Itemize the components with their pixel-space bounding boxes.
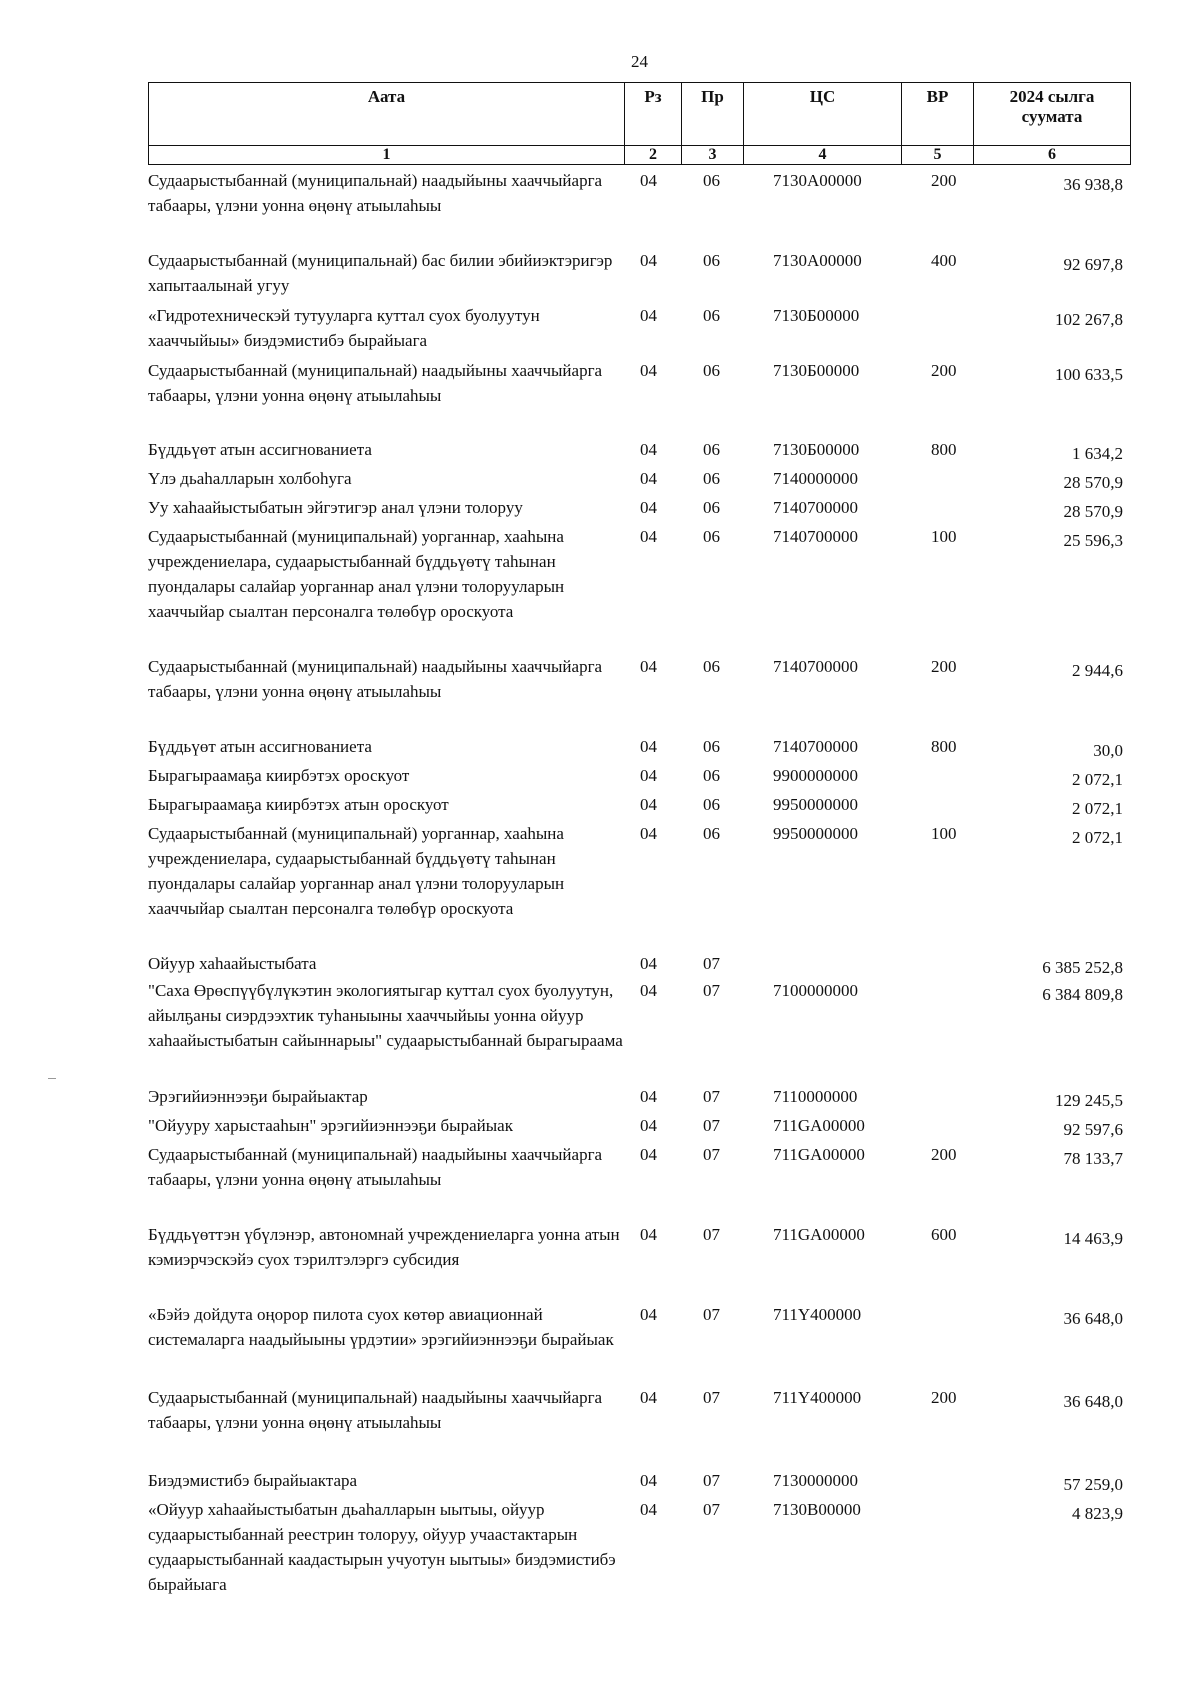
row-pr: 07 <box>703 954 720 973</box>
row-name: «Ойуур хаhаайыстыбатын дьаhалларын ыытыы, ойуур судаарыстыбаннай реестрин толоруу, ойуур учаастактарын судаарыстыбаннай каадастырын учуотун ыытыы» биэдэмистибэ бырайыага <box>148 1500 616 1594</box>
header-num-4: 4 <box>744 146 902 165</box>
row-cs: 7130Б00000 <box>773 361 860 380</box>
row-name: Судаарыстыбаннай (муниципальнай) наадыйыны хааччыйарга табаары, үлэни уонна өңөнү атыылаhыы <box>148 657 603 701</box>
row-cs: 7140700000 <box>773 657 858 676</box>
row-pr: 06 <box>703 657 720 676</box>
row-pr: 07 <box>703 1225 720 1244</box>
row-cs: 7130000000 <box>773 1471 858 1490</box>
row-vr: 800 <box>931 440 957 459</box>
row-rz: 04 <box>640 1116 657 1135</box>
row-amount: 2 072,1 <box>1072 770 1123 789</box>
row-pr: 06 <box>703 469 720 488</box>
row-pr: 06 <box>703 737 720 756</box>
row-cs: 7130В00000 <box>773 1500 861 1519</box>
row-rz: 04 <box>640 251 657 270</box>
row-rz: 04 <box>640 527 657 546</box>
row-cs: 7110000000 <box>773 1087 858 1106</box>
row-name: Үлэ дьаhалларын холбоhуга <box>148 469 352 488</box>
row-pr: 07 <box>703 1116 720 1135</box>
row-amount: 4 823,9 <box>1072 1504 1123 1523</box>
row-name: Судаарыстыбаннай (муниципальнай) наадыйыны хааччыйарга табаары, үлэни уонна өңөнү атыылаhыы <box>148 171 603 215</box>
row-name: «Гидротехническэй тутууларга куттал суох буолуутун хааччыйыы» биэдэмистибэ бырайыага <box>148 306 540 350</box>
row-pr: 07 <box>703 1087 720 1106</box>
table-header <box>148 82 1130 168</box>
row-rz: 04 <box>640 361 657 380</box>
row-cs: 7140700000 <box>773 527 858 546</box>
header-pr: Пр <box>682 83 744 146</box>
row-name: Бырагыраамаҕа киирбэтэх ороскуот <box>148 766 410 785</box>
row-name: Бүддьүөттэн үбүлэнэр, автономнай учреждениеларга уонна атын кэмиэрчэскэйэ суох тэрилтэлэргэ субсидия <box>148 1225 620 1269</box>
row-cs: 9950000000 <box>773 824 858 843</box>
header-rz: Рз <box>625 83 682 146</box>
row-amount: 57 259,0 <box>1063 1475 1123 1494</box>
row-cs: 9950000000 <box>773 795 858 814</box>
row-amount: 25 596,3 <box>1063 531 1123 550</box>
row-amount: 100 633,5 <box>1055 365 1123 384</box>
row-pr: 06 <box>703 306 720 325</box>
row-vr: 200 <box>931 361 957 380</box>
header-table <box>148 82 1131 165</box>
row-pr: 06 <box>703 171 720 190</box>
row-name: "Саха Өрөспүүбүлүкэтин экологиятыгар куттал суох буолуутун, айылҕаны сиэрдээхтик туhаныыны хааччыйыы уонна ойуур хаhаайыстыбатын сайыннарыы" судаарыстыбаннай бырагыраама <box>148 981 623 1050</box>
row-pr: 07 <box>703 1388 720 1407</box>
header-num-5: 5 <box>902 146 974 165</box>
row-name: "Ойууру харыстааhын" эрэгийиэннээҕи бырайыак <box>148 1116 513 1135</box>
row-rz: 04 <box>640 981 657 1000</box>
row-vr: 600 <box>931 1225 957 1244</box>
row-rz: 04 <box>640 1145 657 1164</box>
row-amount: 36 648,0 <box>1063 1392 1123 1411</box>
row-amount: 1 634,2 <box>1072 444 1123 463</box>
row-amount: 92 697,8 <box>1063 255 1123 274</box>
row-rz: 04 <box>640 954 657 973</box>
row-pr: 06 <box>703 795 720 814</box>
row-amount: 92 597,6 <box>1063 1120 1123 1139</box>
row-name: Судаарыстыбаннай (муниципальнай) наадыйыны хааччыйарга табаары, үлэни уонна өңөнү атыылаhыы <box>148 361 603 405</box>
row-amount: 6 384 809,8 <box>1042 985 1123 1004</box>
row-cs: 7130Б00000 <box>773 440 860 459</box>
row-cs: 711GA00000 <box>773 1225 865 1244</box>
row-rz: 04 <box>640 440 657 459</box>
row-name: Бүддьүөт атын ассигнованиета <box>148 440 372 459</box>
header-num-3: 3 <box>682 146 744 165</box>
row-rz: 04 <box>640 171 657 190</box>
row-amount: 102 267,8 <box>1055 310 1123 329</box>
header-name: Аата <box>149 83 625 146</box>
margin-mark <box>48 1078 56 1079</box>
row-cs: 711GA00000 <box>773 1145 865 1164</box>
row-amount: 6 385 252,8 <box>1042 958 1123 977</box>
row-rz: 04 <box>640 766 657 785</box>
row-cs: 9900000000 <box>773 766 858 785</box>
row-vr: 200 <box>931 1145 957 1164</box>
row-rz: 04 <box>640 498 657 517</box>
row-cs: 711Y400000 <box>773 1388 862 1407</box>
row-name: Биэдэмистибэ бырайыактара <box>148 1471 358 1490</box>
row-rz: 04 <box>640 737 657 756</box>
row-name: Судаарыстыбаннай (муниципальнай) бас билии эбийиэктэригэр хапытаалынай угуу <box>148 251 613 295</box>
row-cs: 7130А00000 <box>773 171 862 190</box>
page-number: 24 <box>631 52 648 71</box>
row-amount: 28 570,9 <box>1063 473 1123 492</box>
row-pr: 06 <box>703 251 720 270</box>
row-amount: 14 463,9 <box>1063 1229 1123 1248</box>
row-amount: 129 245,5 <box>1055 1091 1123 1110</box>
row-amount: 28 570,9 <box>1063 502 1123 521</box>
row-name: Бүддьүөт атын ассигнованиета <box>148 737 372 756</box>
row-pr: 06 <box>703 527 720 546</box>
row-name: Судаарыстыбаннай (муниципальнай) наадыйыны хааччыйарга табаары, үлэни уонна өңөнү атыылаhыы <box>148 1388 603 1432</box>
row-amount: 36 648,0 <box>1063 1309 1123 1328</box>
row-rz: 04 <box>640 824 657 843</box>
row-rz: 04 <box>640 657 657 676</box>
row-rz: 04 <box>640 1225 657 1244</box>
row-cs: 7140700000 <box>773 737 858 756</box>
header-cs: ЦС <box>744 83 902 146</box>
row-rz: 04 <box>640 469 657 488</box>
row-vr: 100 <box>931 527 957 546</box>
row-cs: 711Y400000 <box>773 1305 862 1324</box>
row-cs: 7130А00000 <box>773 251 862 270</box>
row-vr: 200 <box>931 1388 957 1407</box>
row-name: Эрэгийиэннээҕи бырайыактар <box>148 1087 368 1106</box>
row-name: Уу хаhаайыстыбатын эйгэтигэр анал үлэни толоруу <box>148 498 523 517</box>
row-rz: 04 <box>640 795 657 814</box>
row-pr: 07 <box>703 1145 720 1164</box>
header-vr: ВР <box>902 83 974 146</box>
row-pr: 07 <box>703 1305 720 1324</box>
row-rz: 04 <box>640 1500 657 1519</box>
row-pr: 06 <box>703 440 720 459</box>
row-vr: 200 <box>931 171 957 190</box>
row-pr: 07 <box>703 981 720 1000</box>
row-vr: 400 <box>931 251 957 270</box>
row-name: Судаарыстыбаннай (муниципальнай) уорганнар, хааhына учреждениелара, судаарыстыбаннай бүддьүөтү таhынан пуондалары салайар уорганнар анал үлэни толорууларын хааччыйар сыалтан персоналга төлөбүр ороскуота <box>148 824 565 918</box>
row-amount: 78 133,7 <box>1063 1149 1123 1168</box>
row-vr: 200 <box>931 657 957 676</box>
row-amount: 2 072,1 <box>1072 799 1123 818</box>
row-cs: 711GA00000 <box>773 1116 865 1135</box>
row-pr: 06 <box>703 824 720 843</box>
row-rz: 04 <box>640 1471 657 1490</box>
header-amount-line1: 2024 сылга <box>1009 87 1095 106</box>
row-cs: 7130Б00000 <box>773 306 860 325</box>
row-pr: 06 <box>703 498 720 517</box>
row-amount: 2 072,1 <box>1072 828 1123 847</box>
header-num-2: 2 <box>625 146 682 165</box>
row-name: Бырагыраамаҕа киирбэтэх атын ороскуот <box>148 795 449 814</box>
row-pr: 06 <box>703 361 720 380</box>
row-vr: 100 <box>931 824 957 843</box>
row-name: Судаарыстыбаннай (муниципальнай) наадыйыны хааччыйарга табаары, үлэни уонна өңөнү атыылаhыы <box>148 1145 603 1189</box>
row-amount: 2 944,6 <box>1072 661 1123 680</box>
row-name: Судаарыстыбаннай (муниципальнай) уорганнар, хааhына учреждениелара, судаарыстыбаннай бүддьүөтү таhынан пуондалары салайар уорганнар анал үлэни толорууларын хааччыйар сыалтан персоналга төлөбүр ороскуота <box>148 527 565 621</box>
row-rz: 04 <box>640 1305 657 1324</box>
row-pr: 07 <box>703 1500 720 1519</box>
row-pr: 06 <box>703 766 720 785</box>
row-cs: 7140000000 <box>773 469 858 488</box>
row-name: «Бэйэ дойдута оңорор пилота суох көтөр авиационнай системаларга наадыйыыны үрдэтии» эрэгийиэннээҕи бырайыак <box>148 1305 614 1349</box>
row-rz: 04 <box>640 1087 657 1106</box>
row-rz: 04 <box>640 306 657 325</box>
row-pr: 07 <box>703 1471 720 1490</box>
row-name: Ойуур хаhаайыстыбата <box>148 954 317 973</box>
header-num-1: 1 <box>149 146 625 165</box>
header-amount-line2: суумата <box>1021 107 1083 126</box>
header-num-6: 6 <box>974 146 1131 165</box>
row-vr: 800 <box>931 737 957 756</box>
row-amount: 36 938,8 <box>1063 175 1123 194</box>
row-rz: 04 <box>640 1388 657 1407</box>
row-amount: 30,0 <box>1093 741 1123 760</box>
row-cs: 7140700000 <box>773 498 858 517</box>
row-cs: 7100000000 <box>773 981 858 1000</box>
header-amount <box>974 83 1131 146</box>
